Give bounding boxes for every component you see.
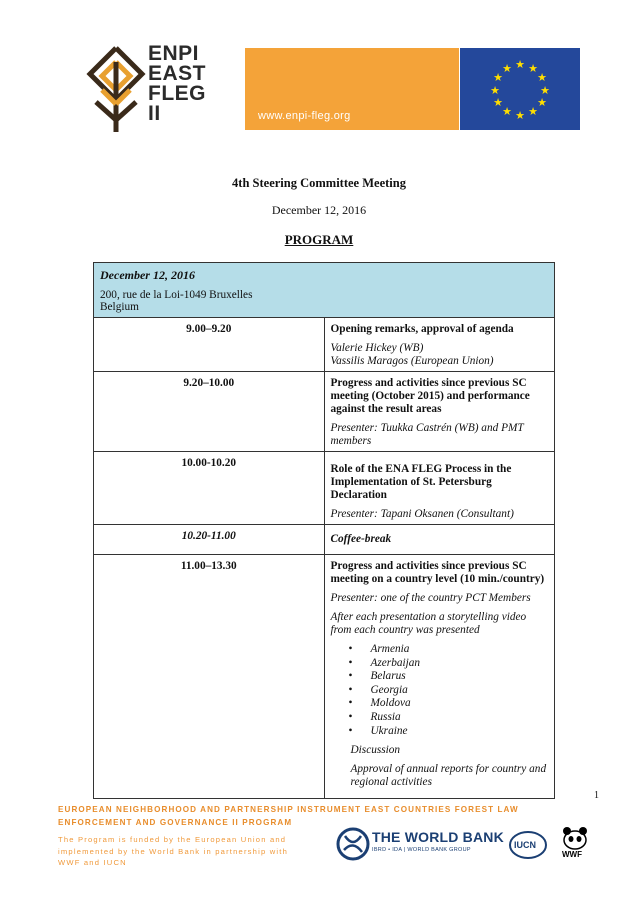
agenda-item bbox=[324, 525, 555, 555]
footer-funding-line: implemented by the World Bank in partnership with bbox=[58, 846, 289, 856]
svg-text:★: ★ bbox=[493, 96, 503, 109]
svg-text:★: ★ bbox=[537, 96, 547, 109]
agenda-item-speaker: Valerie Hickey (WB) bbox=[330, 342, 424, 354]
venue-date: December 12, 2016 bbox=[100, 268, 195, 282]
agenda-item-title: Coffee-break bbox=[330, 533, 392, 545]
svg-text:★: ★ bbox=[490, 84, 500, 97]
country-item: • Moldova bbox=[371, 697, 549, 711]
agenda-time: 9.00–9.20 bbox=[94, 318, 325, 372]
agenda-row bbox=[94, 318, 555, 372]
banner-url: www.enpi-fleg.org bbox=[258, 110, 351, 122]
logo-line: ENPI bbox=[148, 42, 200, 65]
agenda-item-presenter: Presenter: Tapani Oksanen (Consultant) bbox=[330, 508, 514, 520]
agenda-item-speaker: Vassilis Maragos (European Union) bbox=[330, 355, 494, 367]
eu-flag-icon bbox=[460, 48, 580, 130]
world-bank-subtitle: IBRD • IDA | WORLD BANK GROUP bbox=[372, 847, 471, 853]
agenda-row bbox=[94, 372, 555, 452]
agenda-time: 10.20-11.00 bbox=[94, 525, 325, 555]
program-heading: PROGRAM bbox=[284, 232, 354, 247]
svg-text:★: ★ bbox=[502, 105, 512, 118]
country-item: • Russia bbox=[371, 711, 549, 725]
venue-row bbox=[94, 263, 555, 318]
logo-line: FLEG bbox=[148, 82, 206, 105]
svg-text:★: ★ bbox=[528, 105, 538, 118]
footer-funding-line: The Program is funded by the European Union and bbox=[58, 835, 287, 844]
agenda-table bbox=[93, 262, 555, 799]
footer-funding-note bbox=[58, 834, 288, 869]
svg-text:★: ★ bbox=[493, 71, 503, 84]
venue-country: Belgium bbox=[100, 301, 139, 313]
agenda-item-presenter: Presenter: one of the country PCT Members bbox=[330, 592, 531, 604]
venue-address: 200, rue de la Loi-1049 Bruxelles bbox=[100, 289, 253, 301]
svg-text:★: ★ bbox=[528, 62, 538, 75]
country-item: • Armenia bbox=[371, 643, 549, 657]
agenda-item-title: Progress and activities since previous SC meeting on a country level (10 min./country) bbox=[330, 560, 545, 585]
agenda-item-title: Role of the ENA FLEG Process in the Implementation of St. Petersburg Declaration bbox=[330, 463, 512, 501]
svg-text:★: ★ bbox=[502, 62, 512, 75]
svg-text:★: ★ bbox=[537, 71, 547, 84]
country-list bbox=[331, 643, 549, 738]
world-bank-name: THE WORLD BANK bbox=[372, 829, 504, 845]
world-bank-globe-icon bbox=[336, 826, 370, 862]
agenda-item-title: Progress and activities since previous SC meeting (October 2015) and performance against the result areas bbox=[330, 377, 530, 415]
agenda-time: 9.20–10.00 bbox=[94, 372, 325, 452]
agenda-item bbox=[324, 452, 555, 525]
agenda-row bbox=[94, 555, 555, 799]
country-item: • Ukraine bbox=[371, 725, 549, 739]
agenda-time: 11.00–13.30 bbox=[94, 555, 325, 799]
footer-program-line: ENFORCEMENT AND GOVERNANCE II PROGRAM bbox=[58, 818, 293, 827]
iucn-label: IUCN bbox=[514, 840, 536, 850]
enpi-fleg-wordmark bbox=[148, 44, 218, 124]
agenda-approval: Approval of annual reports for country and regional activities bbox=[350, 763, 547, 789]
footer-program-line: EUROPEAN NEIGHBORHOOD AND PARTNERSHIP INSTRUMENT EAST COUNTRIES FOREST LAW bbox=[58, 805, 519, 814]
svg-text:★: ★ bbox=[515, 58, 525, 71]
country-item: • Georgia bbox=[371, 684, 549, 698]
svg-text:★: ★ bbox=[515, 109, 525, 122]
agenda-item-title: Opening remarks, approval of agenda bbox=[330, 323, 514, 335]
venue-cell bbox=[94, 263, 555, 318]
country-item: • Azerbaijan bbox=[371, 657, 549, 671]
logo-line: II bbox=[148, 102, 161, 125]
page-number: 1 bbox=[594, 790, 599, 801]
agenda-discussion: Discussion bbox=[350, 744, 401, 757]
agenda-item bbox=[324, 555, 555, 799]
logo-line: EAST bbox=[148, 62, 207, 85]
agenda-item-note: After each presentation a storytelling video from each country was presented bbox=[330, 611, 527, 636]
meeting-title: 4th Steering Committee Meeting bbox=[232, 176, 406, 190]
agenda-item bbox=[324, 372, 555, 452]
tree-logo-icon bbox=[82, 40, 150, 135]
footer-funding-line: WWF and IUCN bbox=[58, 858, 127, 867]
agenda-row-break bbox=[94, 525, 555, 555]
agenda-time: 10.00-10.20 bbox=[94, 452, 325, 525]
wwf-label: WWF bbox=[562, 850, 582, 859]
country-item: • Belarus bbox=[371, 670, 549, 684]
agenda-row bbox=[94, 452, 555, 525]
meeting-date: December 12, 2016 bbox=[271, 203, 367, 217]
svg-text:★: ★ bbox=[540, 84, 550, 97]
agenda-item-presenter: Presenter: Tuukka Castrén (WB) and PMT members bbox=[330, 422, 524, 447]
agenda-item bbox=[324, 318, 555, 372]
